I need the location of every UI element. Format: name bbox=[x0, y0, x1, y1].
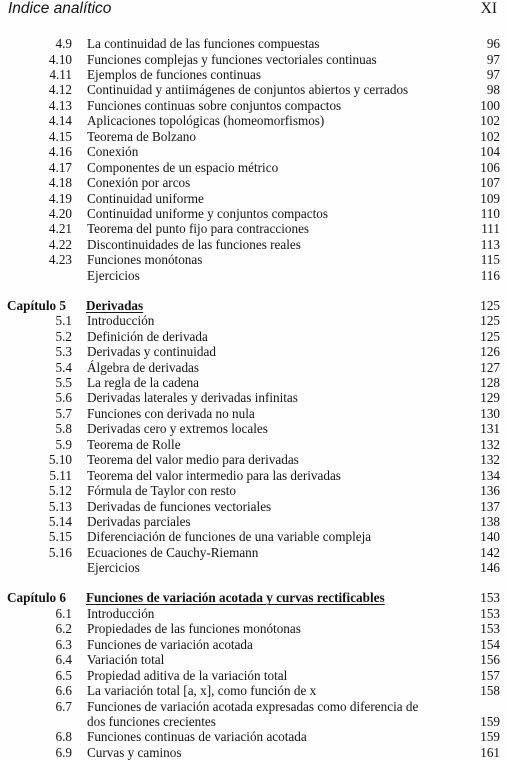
entry-title: Curvas y caminos bbox=[87, 744, 182, 760]
toc-entry bbox=[0, 113, 507, 128]
toc-entry bbox=[0, 313, 507, 328]
entry-page: 137 bbox=[480, 498, 500, 514]
entry-title: Teorema del valor medio para derivadas bbox=[87, 452, 299, 468]
entry-number: 5.15 bbox=[48, 529, 72, 545]
entry-title: Propiedades de las funciones monótonas bbox=[87, 621, 301, 637]
entry-title: Teorema de Bolzano bbox=[87, 128, 196, 144]
toc-entry bbox=[0, 545, 507, 560]
entry-number: 5.4 bbox=[55, 359, 72, 375]
entry-page: 153 bbox=[480, 605, 500, 621]
chapter-label: Capítulo 5 bbox=[7, 297, 66, 313]
entry-title: La continuidad de las funciones compuestas bbox=[87, 36, 320, 51]
chapter-heading bbox=[0, 298, 507, 313]
entry-title: Teorema del valor intermedio para las derivadas bbox=[87, 467, 341, 483]
toc-entry bbox=[0, 129, 507, 144]
chapter-page: 153 bbox=[480, 590, 500, 606]
exercises-page: 146 bbox=[480, 560, 500, 576]
entry-page: 153 bbox=[480, 621, 500, 637]
entry-page: 113 bbox=[480, 236, 500, 252]
entry-title: Funciones continuas sobre conjuntos compactos bbox=[87, 97, 342, 113]
chapter-page: 125 bbox=[480, 297, 500, 313]
entry-title: Variación total bbox=[87, 652, 165, 668]
entry-number: 5.11 bbox=[49, 467, 72, 483]
entry-title: Conexión bbox=[87, 144, 139, 160]
entry-number: 5.2 bbox=[55, 328, 72, 344]
entry-page: 138 bbox=[480, 514, 500, 529]
toc-entry bbox=[0, 668, 507, 683]
entry-page: 134 bbox=[480, 467, 500, 483]
toc-entry bbox=[0, 191, 507, 206]
entry-page: 132 bbox=[480, 452, 500, 468]
entry-title: Teorema del punto fijo para contracciones bbox=[87, 221, 310, 237]
entry-number: 4.23 bbox=[48, 252, 72, 268]
toc-entry bbox=[0, 606, 507, 621]
entry-number: 6.1 bbox=[55, 605, 72, 621]
toc-entry bbox=[0, 437, 507, 452]
entry-page: 104 bbox=[480, 144, 500, 160]
toc-entry bbox=[0, 699, 507, 714]
entry-number: 5.1 bbox=[55, 313, 72, 329]
entry-title: Funciones complejas y funciones vectoriales continuas bbox=[87, 51, 377, 67]
entry-number: 5.14 bbox=[48, 514, 72, 529]
entry-number: 4.10 bbox=[48, 51, 72, 67]
exercises-page: 116 bbox=[480, 267, 500, 283]
toc-entry bbox=[0, 98, 507, 113]
entry-number: 4.15 bbox=[48, 128, 72, 144]
chapter-title: Derivadas bbox=[86, 297, 144, 313]
exercises-title: Ejercicios bbox=[87, 560, 140, 576]
entry-page: 142 bbox=[480, 544, 500, 560]
chapter-label: Capítulo 6 bbox=[7, 590, 66, 606]
entry-page: 100 bbox=[480, 97, 500, 113]
toc-entry bbox=[0, 745, 507, 760]
entry-number: 4.16 bbox=[48, 144, 72, 160]
entry-page: 127 bbox=[480, 359, 500, 375]
toc-entry bbox=[0, 621, 507, 636]
entry-number: 4.19 bbox=[48, 190, 72, 206]
entry-number: 6.5 bbox=[55, 667, 72, 683]
entry-page: 125 bbox=[480, 313, 500, 329]
toc-entry bbox=[0, 160, 507, 175]
toc-entry bbox=[0, 406, 507, 421]
entry-number: 4.11 bbox=[49, 66, 72, 82]
entry-title: Continuidad y antiimágenes de conjuntos abiertos y cerrados bbox=[87, 82, 409, 98]
entry-number: 4.18 bbox=[48, 175, 72, 190]
entry-page: 98 bbox=[486, 82, 500, 98]
entry-title: Funciones continuas de variación acotada bbox=[87, 729, 307, 745]
entry-page: 125 bbox=[480, 328, 500, 344]
entry-title: Funciones de variación acotada expresadas como diferencia de bbox=[87, 698, 419, 714]
chapter-heading bbox=[0, 590, 507, 605]
entry-number: 5.16 bbox=[48, 544, 72, 560]
entry-number: 4.22 bbox=[48, 236, 72, 252]
toc-entry bbox=[0, 683, 507, 698]
entry-page: 158 bbox=[480, 683, 500, 698]
entry-page: 102 bbox=[480, 113, 500, 129]
entry-number: 5.9 bbox=[55, 436, 72, 452]
entry-title: Propiedad aditiva de la variación total bbox=[87, 667, 288, 683]
entry-number: 6.4 bbox=[55, 652, 72, 668]
entry-title: La regla de la cadena bbox=[87, 374, 200, 390]
entry-title: Ecuaciones de Cauchy-Riemann bbox=[87, 544, 259, 560]
entry-number: 5.6 bbox=[55, 390, 72, 406]
toc-entry bbox=[0, 221, 507, 236]
toc-entry bbox=[0, 82, 507, 97]
toc-exercises bbox=[0, 560, 507, 575]
entry-page: 129 bbox=[480, 390, 500, 406]
entry-page: 157 bbox=[480, 667, 500, 683]
entry-title: Definición de derivada bbox=[87, 328, 208, 344]
entry-page: 154 bbox=[480, 636, 500, 652]
entry-page: 140 bbox=[480, 529, 500, 545]
entry-title: dos funciones crecientes bbox=[87, 713, 216, 729]
entry-page: 128 bbox=[480, 374, 500, 390]
entry-title: Derivadas parciales bbox=[87, 514, 191, 529]
entry-number: 4.12 bbox=[48, 82, 72, 98]
toc-entry bbox=[0, 360, 507, 375]
entry-title: La variación total [a, x], como función de x bbox=[87, 683, 317, 698]
entry-number: 4.13 bbox=[48, 97, 72, 113]
entry-title: Conexión por arcos bbox=[87, 175, 191, 190]
toc-entry bbox=[0, 468, 507, 483]
entry-page: 159 bbox=[480, 713, 500, 729]
entry-page: 136 bbox=[480, 483, 500, 499]
toc-entry bbox=[0, 483, 507, 498]
toc-entry bbox=[0, 421, 507, 436]
entry-number: 6.8 bbox=[55, 729, 72, 745]
entry-page: 156 bbox=[480, 652, 500, 668]
entry-page: 132 bbox=[480, 436, 500, 452]
toc-entry bbox=[0, 637, 507, 652]
toc-entry bbox=[0, 252, 507, 267]
entry-number: 6.7 bbox=[55, 698, 72, 714]
exercises-title: Ejercicios bbox=[87, 267, 140, 283]
entry-page: 97 bbox=[486, 66, 500, 82]
entry-page: 111 bbox=[481, 221, 500, 237]
entry-title: Álgebra de derivadas bbox=[87, 359, 200, 375]
toc-entry bbox=[0, 206, 507, 221]
entry-title: Introducción bbox=[87, 605, 155, 621]
entry-title: Derivadas laterales y derivadas infinitas bbox=[87, 390, 298, 406]
entry-number: 5.12 bbox=[48, 483, 72, 499]
toc-exercises bbox=[0, 268, 507, 283]
entry-page: 102 bbox=[480, 128, 500, 144]
entry-number: 6.9 bbox=[55, 744, 72, 760]
toc-entry bbox=[0, 237, 507, 252]
entry-number: 4.21 bbox=[48, 221, 72, 237]
entry-page: 115 bbox=[480, 252, 500, 268]
entry-title: Continuidad uniforme y conjuntos compactos bbox=[87, 205, 329, 221]
entry-title: Discontinuidades de las funciones reales bbox=[87, 236, 301, 252]
entry-page: 97 bbox=[486, 51, 500, 67]
entry-title: Componentes de un espacio métrico bbox=[87, 159, 279, 175]
entry-title: Funciones monótonas bbox=[87, 252, 203, 268]
toc-entry bbox=[0, 329, 507, 344]
header-title: Indice analítico bbox=[8, 0, 112, 17]
entry-page: 107 bbox=[480, 175, 500, 190]
chapter-title: Funciones de variación acotada y curvas rectificables bbox=[86, 590, 385, 606]
header-page-number: XI bbox=[480, 0, 497, 17]
entry-number: 5.5 bbox=[55, 374, 72, 390]
entry-title: Funciones con derivada no nula bbox=[87, 405, 255, 421]
entry-page: 96 bbox=[486, 36, 500, 51]
entry-title: Diferenciación de funciones de una variable compleja bbox=[87, 529, 372, 545]
entry-title: Derivadas y continuidad bbox=[87, 344, 216, 359]
entry-number: 6.6 bbox=[55, 683, 72, 698]
entry-number: 5.13 bbox=[48, 498, 72, 514]
entry-title: Introducción bbox=[87, 313, 155, 329]
entry-page: 106 bbox=[480, 159, 500, 175]
toc-entry bbox=[0, 67, 507, 82]
entry-page: 130 bbox=[480, 405, 500, 421]
entry-title: Continuidad uniforme bbox=[87, 190, 204, 206]
toc-entry bbox=[0, 514, 507, 529]
entry-number: 5.3 bbox=[55, 344, 72, 359]
toc-entry bbox=[0, 390, 507, 405]
toc-entry bbox=[0, 144, 507, 159]
entry-title: Derivadas de funciones vectoriales bbox=[87, 498, 272, 514]
toc-entry bbox=[0, 714, 507, 729]
entry-page: 131 bbox=[480, 421, 500, 437]
entry-title: Funciones de variación acotada bbox=[87, 636, 253, 652]
entry-number: 6.2 bbox=[55, 621, 72, 637]
entry-number: 4.20 bbox=[48, 205, 72, 221]
entry-number: 6.3 bbox=[55, 636, 72, 652]
toc-entry bbox=[0, 529, 507, 544]
toc-entry bbox=[0, 375, 507, 390]
entry-number: 4.14 bbox=[48, 113, 72, 129]
entry-number: 5.8 bbox=[55, 421, 72, 437]
toc-entry bbox=[0, 499, 507, 514]
entry-page: 126 bbox=[480, 344, 500, 359]
toc-entry bbox=[0, 344, 507, 359]
entry-number: 4.9 bbox=[55, 36, 72, 51]
entry-number: 4.17 bbox=[48, 159, 72, 175]
entry-title: Derivadas cero y extremos locales bbox=[87, 421, 268, 437]
entry-number: 5.10 bbox=[48, 452, 72, 468]
entry-number: 5.7 bbox=[55, 405, 72, 421]
toc-entry bbox=[0, 175, 507, 190]
toc-entry bbox=[0, 36, 507, 51]
entry-title: Teorema de Rolle bbox=[87, 436, 181, 452]
entry-page: 159 bbox=[480, 729, 500, 745]
toc-entry bbox=[0, 52, 507, 67]
toc-entry bbox=[0, 452, 507, 467]
entry-page: 110 bbox=[480, 205, 500, 221]
entry-page: 109 bbox=[480, 190, 500, 206]
entry-page: 161 bbox=[480, 744, 500, 760]
toc-entry bbox=[0, 729, 507, 744]
entry-title: Fórmula de Taylor con resto bbox=[87, 483, 236, 499]
entry-title: Ejemplos de funciones continuas bbox=[87, 66, 261, 82]
entry-title: Aplicaciones topológicas (homeomorfismos) bbox=[87, 113, 325, 129]
toc-entry bbox=[0, 652, 507, 667]
